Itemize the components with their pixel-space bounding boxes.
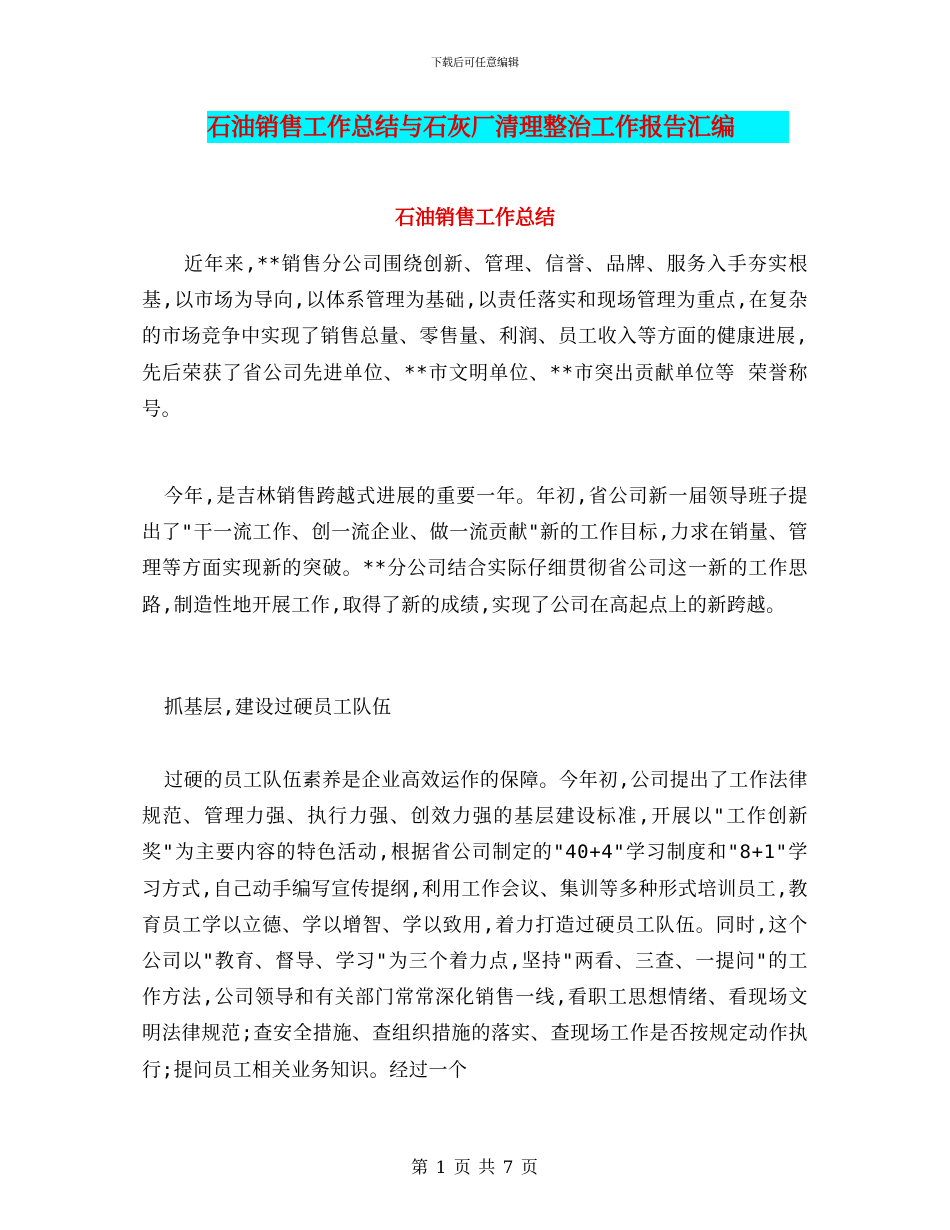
document-title: 石油销售工作总结与石灰厂清理整治工作报告汇编 <box>207 111 789 143</box>
paragraph-this-year: 今年,是吉林销售跨越式进展的重要一年。年初,省公司新一届领导班子提出了"干一流工作、创一流企业、做一流贡献"新的工作目标,力求在销量、管理等方面实现新的突破。**分公司结合实际仔细贯彻省公司这一新的工作思路,制造性地开展工作,取得了新的成绩,实现了公司在高起点上的新跨越。 <box>142 485 808 616</box>
paragraph-workforce: 过硬的员工队伍素养是企业高效运作的保障。今年初,公司提出了工作法律规范、管理力强、执行力强、创效力强的基层建设标准,开展以"工作创新奖"为主要内容的特色活动,根据省公司制定的"40+4"学习制度和"8+1"学习方式,自己动手编写宣传提纲,利用工作会议、集训等多种形式培训员工,教育员工学以立德、学以增智、学以致用,着力打造过硬员工队伍。同时,这个公司以"教育、督导、学习"为三个着力点,坚持"两看、三查、一提问"的工作方法,公司领导和有关部门常常深化销售一线,看职工思想情绪、看现场文明法律规范;查安全措施、查组织措施的落实、查现场工作是否按规定动作执行;提问员工相关业务知识。经过一个 <box>142 769 808 1081</box>
page-number-footer: 第 1 页 共 7 页 <box>411 1158 539 1178</box>
section-title: 石油销售工作总结 <box>395 205 555 229</box>
subheading-grassroots: 抓基层,建设过硬员工队伍 <box>164 696 392 718</box>
paragraph-intro: 近年来,**销售分公司围绕创新、管理、信誉、品牌、服务入手夯实根基,以市场为导向,以体系管理为基础,以责任落实和现场管理为重点,在复杂的市场竞争中实现了销售总量、零售量、利润、员工收入等方面的健康进展,先后荣获了省公司先进单位、**市文明单位、**市突出贡献单位等 荣誉称号。 <box>142 253 808 420</box>
page-header-note: 下载后可任意编辑 <box>431 56 519 69</box>
